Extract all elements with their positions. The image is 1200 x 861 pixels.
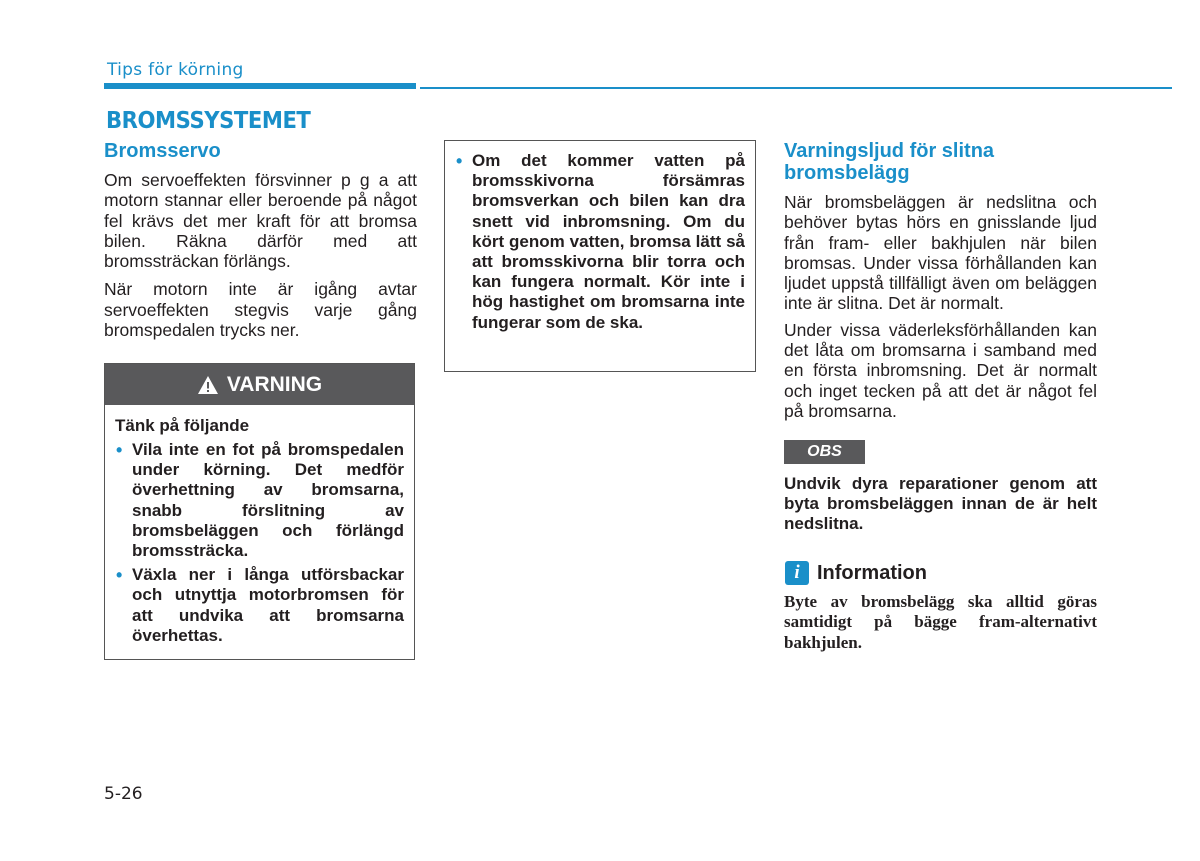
- warning-label: VARNING: [226, 372, 323, 396]
- bromsservo-paragraph-1: Om servoeffekten försvinner p g a att motorn stannar eller beroende på något fel krävs det mer kraft för att bromsa bilen. Räkna därför med att bromssträckan förlängs.: [104, 170, 417, 272]
- page-title: BROMSSYSTEMET: [106, 108, 311, 134]
- right-column: [784, 140, 1097, 421]
- water-notice-box: [444, 140, 756, 372]
- warning-triangle-icon: [197, 375, 219, 395]
- information-title: Information: [817, 561, 927, 584]
- obs-text: Undvik dyra reparationer genom att byta bromsbeläggen innan de är helt nedslitna.: [784, 474, 1097, 534]
- obs-badge: OBS: [784, 440, 865, 464]
- water-notice-bullet: • Om det kommer vatten på bromsskivorna försämras bromsverkan och bilen kan dra snett vid inbromsning. Om du kört genom vatten, bromsa lätt så att bromsskivorna blir torra och kan fungera normalt. Kör inte i hög hastighet om bromsarna inte fungerar som de ska.: [455, 151, 745, 333]
- section-label: Tips för körning: [107, 60, 244, 80]
- bromsservo-heading: Bromsservo: [104, 140, 221, 162]
- wear-indicator-heading: Varningsljud för slitna bromsbelägg: [784, 140, 995, 184]
- water-notice-list: [455, 151, 745, 333]
- information-header: [785, 561, 927, 585]
- warning-body: [105, 405, 414, 646]
- warning-bullet: • Växla ner i långa utförsbackar och utnyttja motorbromsen för att undvika att bromsarna överhettas.: [115, 565, 404, 646]
- wear-indicator-paragraph-1: När bromsbeläggen är nedslitna och behöver bytas hörs en gnisslande ljud från fram- eller bakhjulen när bilen bromsas. Under vissa förhållanden kan ljudet uppstå tillfälligt även om beläggen inte är slitna. Det är normalt.: [784, 192, 1097, 314]
- warning-lead: Tänk på följande: [115, 416, 250, 435]
- warning-box: [104, 363, 415, 660]
- warning-header: [105, 364, 414, 405]
- page-number: 5-26: [104, 784, 143, 804]
- header-rule-thick: [104, 83, 416, 89]
- bromsservo-paragraph-2: När motorn inte är igång avtar servoeffekten stegvis varje gång bromspedalen trycks ner.: [104, 279, 417, 341]
- header-rule-thin: [420, 87, 1172, 89]
- left-column: [104, 140, 417, 340]
- information-text: Byte av bromsbelägg ska alltid göras samtidigt på bägge fram-alternativt bakhjulen.: [784, 592, 1097, 652]
- wear-indicator-paragraph-2: Under vissa väderleksförhållanden kan det låta om bromsarna i samband med en första inbromsning. Det är normalt och inget tecken på att det är något fel på bromsarna.: [784, 319, 1097, 421]
- info-icon: i: [785, 561, 809, 585]
- warning-list: [115, 440, 404, 646]
- warning-bullet: • Vila inte en fot på bromspedalen under körning. Det medför överhettning av bromsarna, snabb förslitning av bromsbeläggen och förlängd bromssträcka.: [115, 440, 404, 561]
